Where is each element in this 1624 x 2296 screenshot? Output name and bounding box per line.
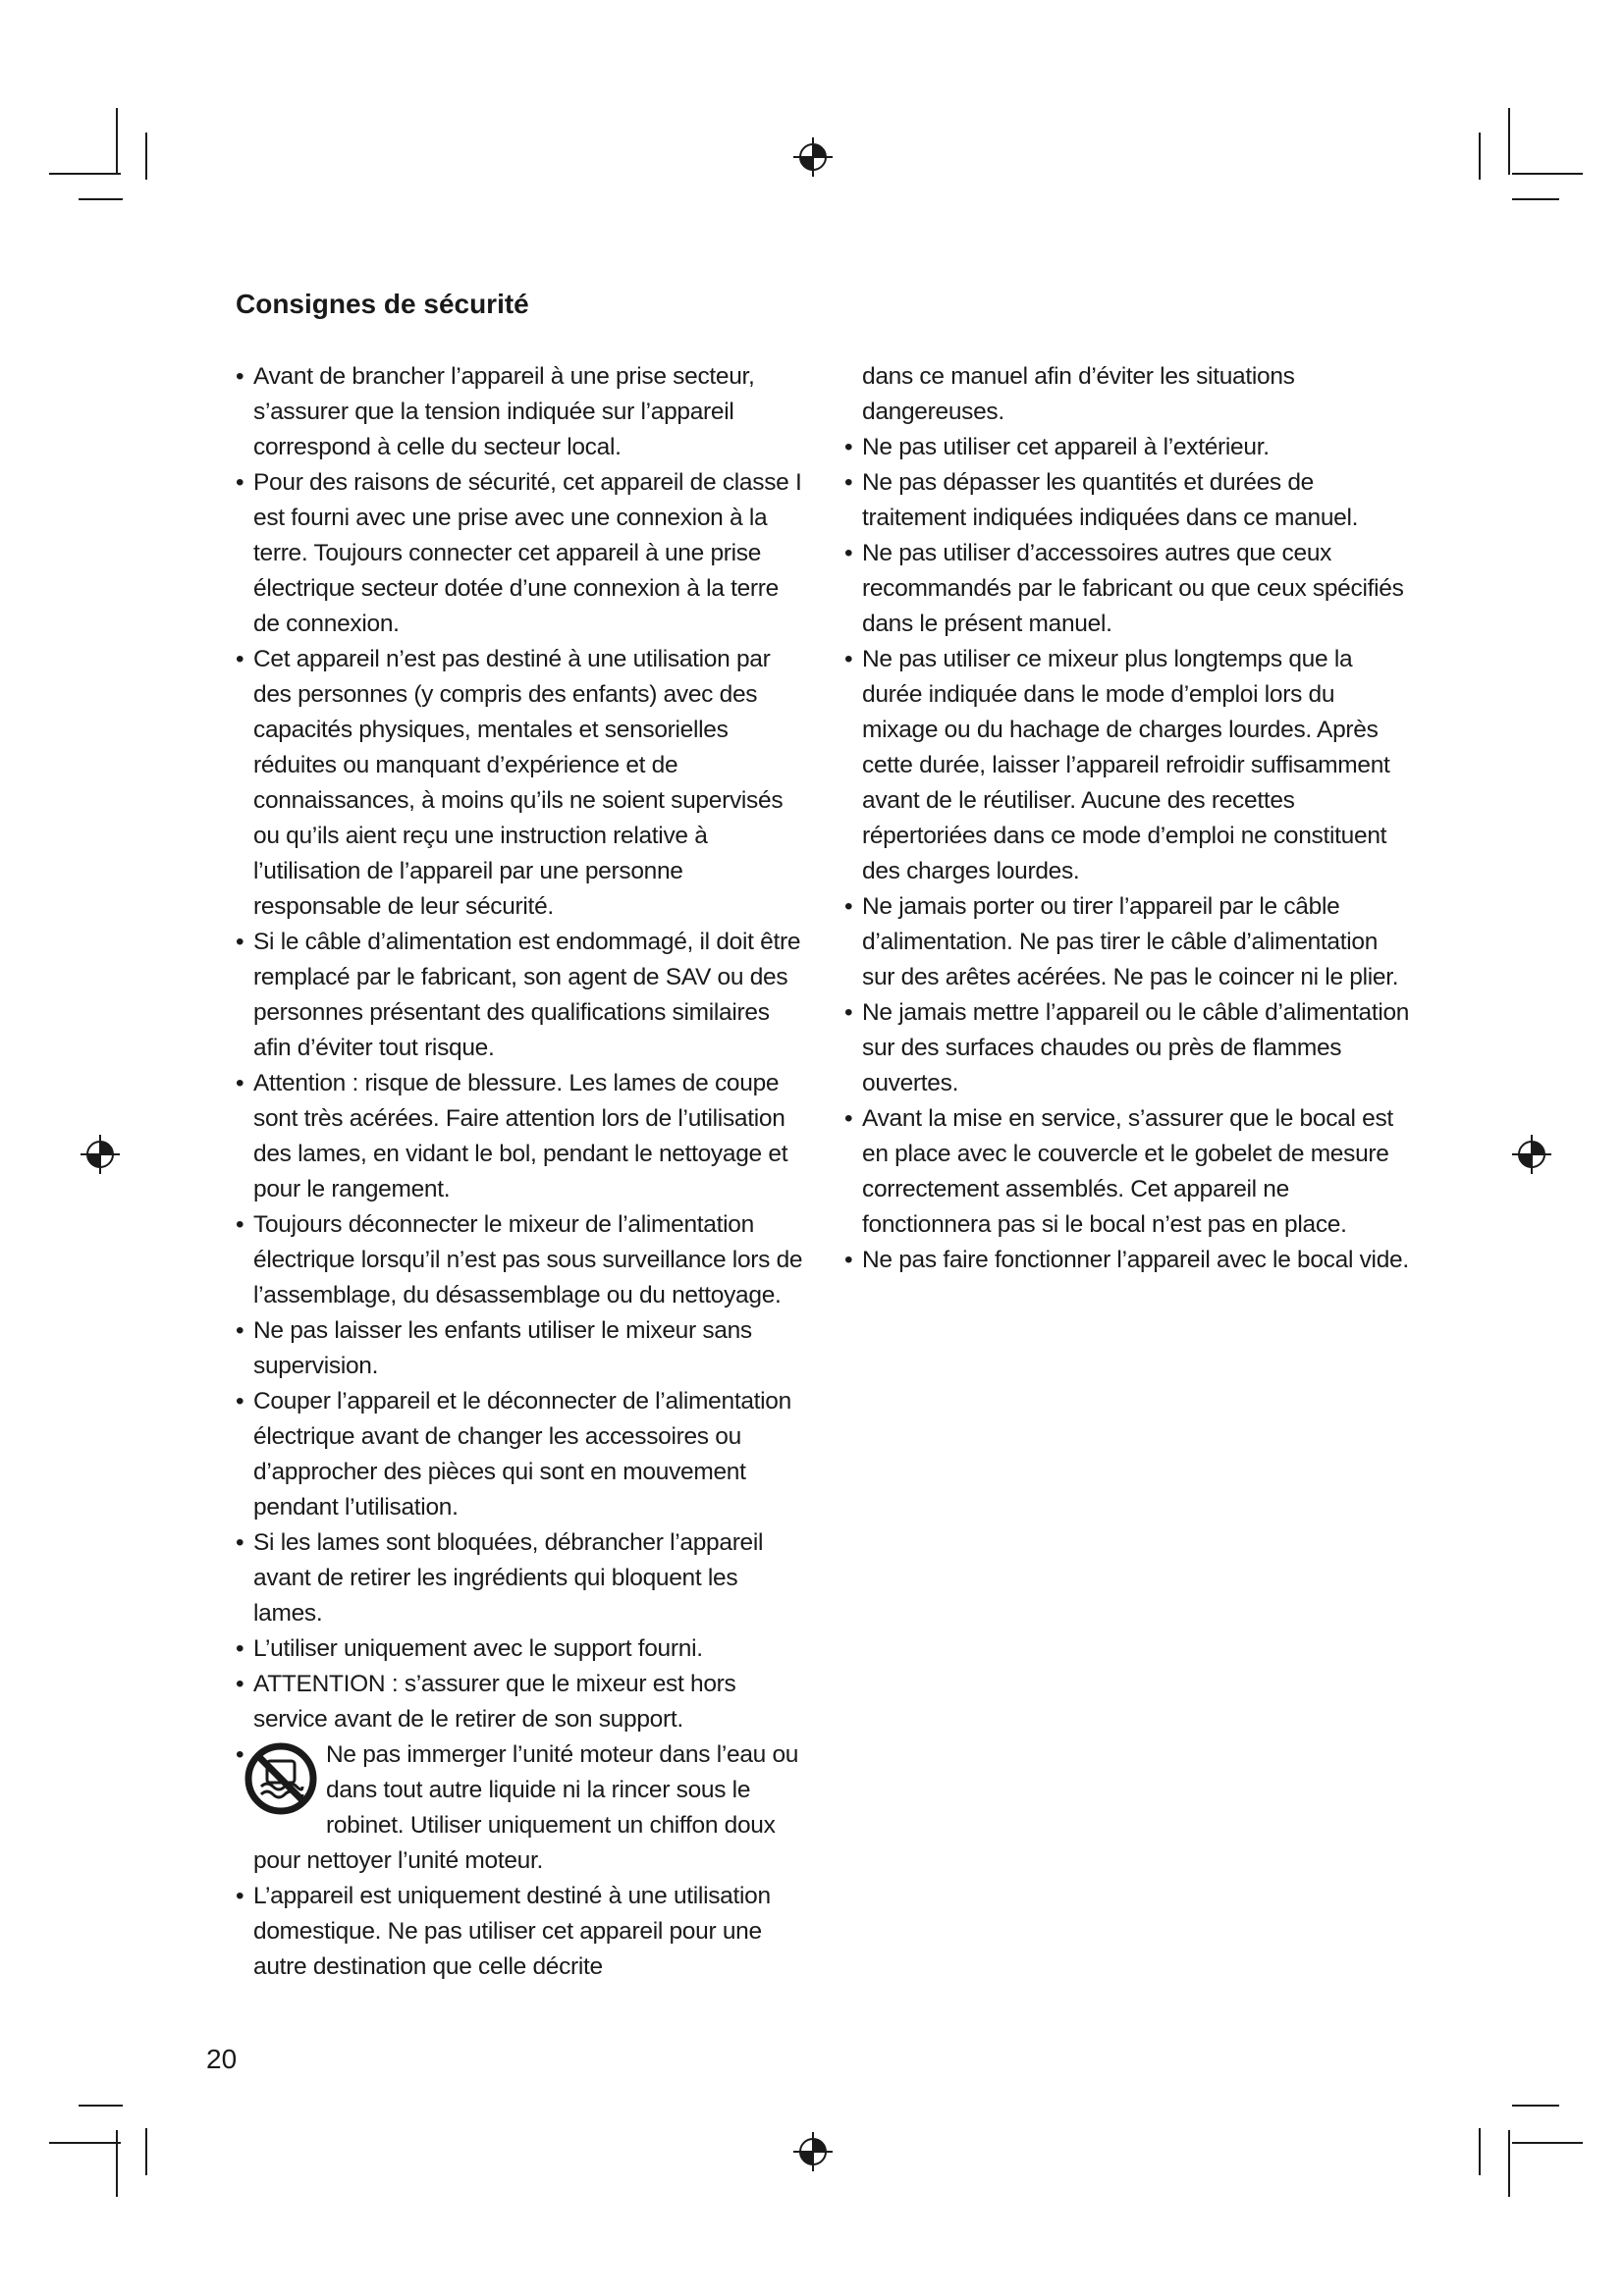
list-item: • Ne jamais mettre l’appareil ou le câble d’alimentation sur des surfaces chaudes ou près de flammes ouvertes. (844, 995, 1414, 1101)
crop-mark-bottom-left-h2 (49, 2142, 121, 2144)
list-item: • Si le câble d’alimentation est endommagé, il doit être remplacé par le fabricant, son agent de SAV ou des personnes présentant des qualifications similaires afin d’éviter tout risque. (236, 925, 805, 1066)
registration-mark-right (1512, 1135, 1551, 1174)
list-item: • Avant de brancher l’appareil à une prise secteur, s’assurer que la tension indiquée sur l’appareil correspond à celle du secteur local. (236, 359, 805, 465)
list-item-continuation: dans ce manuel afin d’éviter les situations dangereuses. (862, 363, 1295, 425)
list-item-immersion (236, 1737, 805, 1879)
crop-mark-top-right-v (1508, 108, 1510, 175)
crop-mark-top-left-v (116, 108, 118, 175)
list-item: • Couper l’appareil et le déconnecter de l’alimentation électrique avant de changer les accessoires ou d’approcher des pièces qui sont en mouvement pendant l’utilisation. (236, 1384, 805, 1525)
crop-mark-top-left-h2 (79, 198, 123, 200)
crop-mark-bottom-right-v2 (1479, 2128, 1481, 2175)
list-item: • Ne pas utiliser d’accessoires autres que ceux recommandés par le fabricant ou que ceux spécifiés dans le présent manuel. (844, 536, 1414, 642)
list-item: • L’appareil est uniquement destiné à une utilisation domestique. Ne pas utiliser cet appareil pour une autre destination que celle décrite (236, 1879, 805, 1985)
page-number: 20 (206, 2044, 238, 2074)
immersion-warning-text: Ne pas immerger l’unité moteur dans l’eau ou dans tout autre liquide ni la rincer sous le robinet. Utiliser uniquement un chiffon doux pour nettoyer l’unité moteur. (253, 1741, 799, 1874)
do-not-immerse-icon (244, 1741, 318, 1816)
registration-mark-top (793, 137, 833, 177)
crop-mark-bottom-left-v2 (145, 2128, 147, 2175)
crop-mark-bottom-right-v (1508, 2130, 1510, 2197)
crop-mark-top-right-h2 (1512, 198, 1559, 200)
crop-mark-top-right-v2 (1479, 133, 1481, 180)
registration-mark-left (81, 1135, 120, 1174)
list-item: • Ne pas laisser les enfants utiliser le mixeur sans supervision. (236, 1313, 805, 1384)
registration-mark-bottom (793, 2132, 833, 2171)
list-item: • Si les lames sont bloquées, débrancher l’appareil avant de retirer les ingrédients qui bloquent les lames. (236, 1525, 805, 1631)
list-item: • ATTENTION : s’assurer que le mixeur est hors service avant de le retirer de son support. (236, 1667, 805, 1737)
crop-mark-bottom-left-v (116, 2130, 118, 2197)
safety-list-right (844, 359, 1414, 1278)
list-item: • Ne pas utiliser ce mixeur plus longtemps que la durée indiquée dans le mode d’emploi lors du mixage ou du hachage de charges lourdes. Après cette durée, laisser l’appareil refroidir suffisamment avant de le réutiliser. Aucune des recettes répertoriées dans ce mode d’emploi ne constituent des charges lourdes. (844, 642, 1414, 889)
list-item: • Toujours déconnecter le mixeur de l’alimentation électrique lorsqu’il n’est pas sous surveillance lors de l’assemblage, du désassemblage ou du nettoyage. (236, 1207, 805, 1313)
crop-mark-top-left-v2 (145, 133, 147, 180)
crop-mark-top-right-h (1512, 173, 1583, 175)
list-item: • Ne jamais porter ou tirer l’appareil par le câble d’alimentation. Ne pas tirer le câble d’alimentation sur des arêtes acérées. Ne pas le coincer ni le plier. (844, 889, 1414, 995)
safety-list-left (236, 359, 805, 1985)
list-item: • Cet appareil n’est pas destiné à une utilisation par des personnes (y compris des enfants) avec des capacités physiques, mentales et sensorielles réduites ou manquant d’expérience et de connaissances, à moins qu’ils ne soient supervisés ou qu’ils aient reçu une instruction relative à l’utilisation de l’appareil par une personne responsable de leur sécurité. (236, 642, 805, 925)
list-item: • Ne pas dépasser les quantités et durées de traitement indiquées indiquées dans ce manuel. (844, 465, 1414, 536)
list-item: • Ne pas faire fonctionner l’appareil avec le bocal vide. (844, 1243, 1414, 1278)
list-item: • L’utiliser uniquement avec le support fourni. (236, 1631, 805, 1667)
crop-mark-top-left-h (49, 173, 121, 175)
crop-mark-bottom-right-h (1512, 2105, 1559, 2107)
list-item: • Avant la mise en service, s’assurer que le bocal est en place avec le couvercle et le gobelet de mesure correctement assemblés. Cet appareil ne fonctionnera pas si le bocal n’est pas en place. (844, 1101, 1414, 1243)
crop-mark-bottom-left-h (79, 2105, 123, 2107)
list-item: • Attention : risque de blessure. Les lames de coupe sont très acérées. Faire attention lors de l’utilisation des lames, en vidant le bol, pendant le nettoyage et pour le rangement. (236, 1066, 805, 1207)
section-heading: Consignes de sécurité (236, 289, 529, 319)
list-item: • Ne pas utiliser cet appareil à l’extérieur. (844, 430, 1414, 465)
list-item: • Pour des raisons de sécurité, cet appareil de classe I est fourni avec une prise avec une connexion à la terre. Toujours connecter cet appareil à une prise électrique secteur dotée d’une connexion à la terre de connexion. (236, 465, 805, 642)
crop-mark-bottom-right-h2 (1512, 2142, 1583, 2144)
